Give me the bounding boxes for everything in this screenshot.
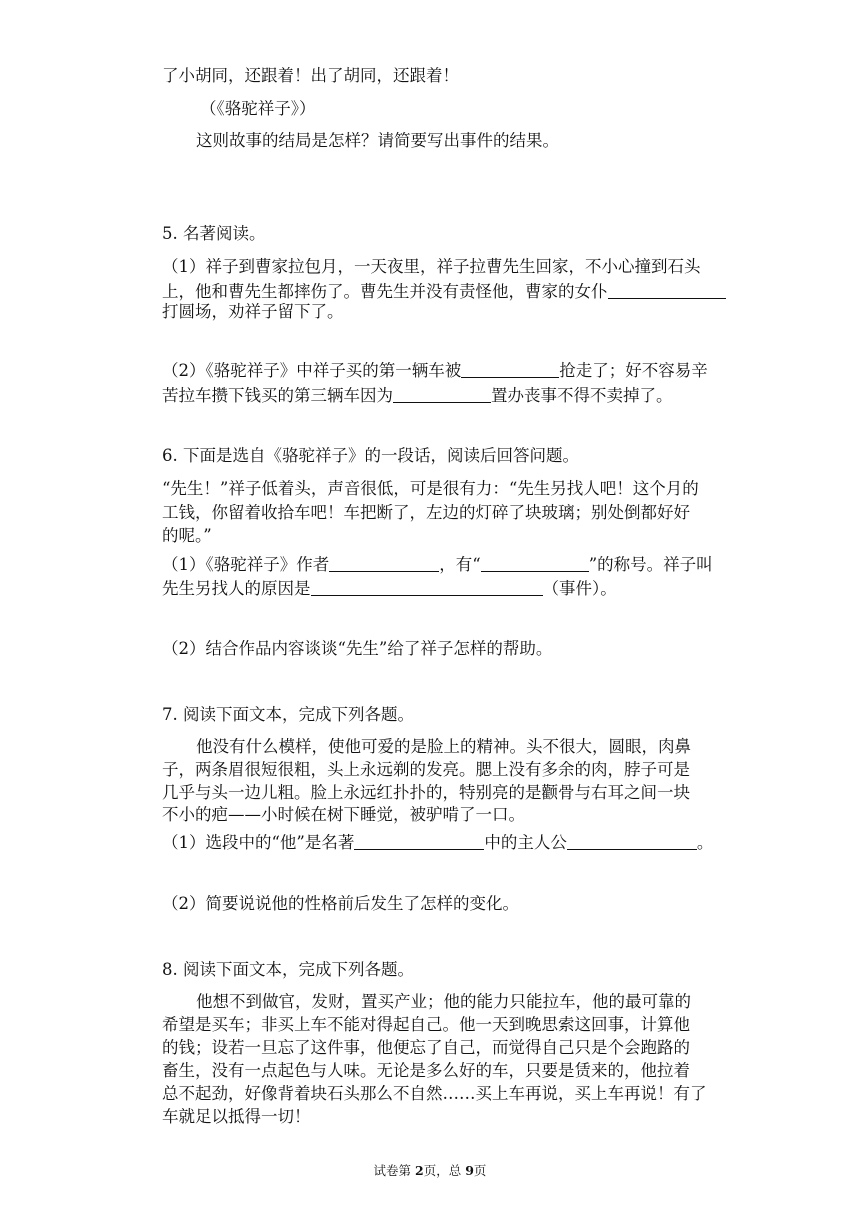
quote-line: 工钱，你留着收拾车吧！车把断了，左边的灯碎了块玻璃；别处倒都好好: [162, 503, 690, 522]
page-footer: [0, 1162, 860, 1180]
question-6-2-line: （2）结合作品内容谈谈“先生”给了祥子怎样的帮助。: [162, 639, 553, 658]
question-6-1-text: ，有“: [439, 555, 481, 574]
quote-line: “先生！”祥子低着头，声音很低，可是很有力：“先生另找人吧！这个月的: [162, 479, 699, 498]
passage-line: 畜生，没有一点起色与人味。无论是多么好的车，只要是赁来的，他拉着: [162, 1061, 690, 1080]
question-7-title: 7. 阅读下面文本，完成下列各题。: [162, 705, 414, 724]
question-7-2-line: （2）简要说说他的性格前后发生了怎样的变化。: [162, 894, 519, 913]
current-page-number: 2: [415, 1163, 424, 1178]
total-page-count: 9: [465, 1163, 474, 1178]
question-7-1-text: （1）选段中的“他”是名著: [162, 833, 355, 852]
question-6-1-text: ”的称号。祥子叫: [588, 555, 713, 574]
answer-blank[interactable]: [481, 554, 589, 572]
passage-line: 不小的疤——小时候在树下睡觉，被驴啃了一口。: [162, 805, 525, 824]
question-6-1-text: 先生另找人的原因是: [162, 579, 311, 598]
passage-citation: （《骆驼祥子》）: [200, 99, 316, 118]
question-prompt: 这则故事的结局是怎样？请简要写出事件的结果。: [196, 131, 559, 150]
passage-text-line: 了小胡同，还跟着！出了胡同，还跟着！: [162, 66, 459, 85]
answer-blank[interactable]: [311, 578, 543, 596]
passage-line: 车就足以抵得一切！: [162, 1107, 311, 1126]
question-8-title: 8. 阅读下面文本，完成下列各题。: [162, 960, 414, 979]
answer-blank[interactable]: [567, 832, 697, 850]
passage-line: 他想不到做官，发财，置买产业；他的能力只能拉车，他的最可靠的: [196, 992, 691, 1011]
question-5-title: 5. 名著阅读。: [162, 224, 266, 243]
passage-line: 总不起劲，好像背着块石头那么不自然……买上车再说，买上车再说！有了: [162, 1084, 707, 1103]
answer-blank[interactable]: [608, 281, 726, 299]
question-6-1-text: （1）《骆驼祥子》作者: [162, 555, 330, 574]
footer-text: 页: [473, 1163, 487, 1178]
question-6-title: 6. 下面是选自《骆驼祥子》的一段话，阅读后回答问题。: [162, 446, 579, 465]
question-7-1-line: [162, 831, 713, 855]
answer-blank[interactable]: [329, 554, 439, 572]
question-7-1-text: 中的主人公: [484, 833, 567, 852]
question-5-2-text: （2）《骆驼祥子》中祥子买的第一辆车被: [162, 361, 462, 380]
question-6-1-text: （事件）。: [542, 579, 617, 598]
answer-blank[interactable]: [461, 360, 559, 378]
question-6-1-line: [162, 577, 617, 601]
passage-line: 几乎与头一边儿粗。脸上永远红扑扑的，特别亮的是颧骨与右耳之间一块: [162, 783, 690, 802]
question-5-2-line: [162, 384, 673, 408]
passage-line: 子，两条眉很短很粗，头上永远剃的发亮。腮上没有多余的肉，脖子可是: [162, 760, 690, 779]
question-6-1-line: [162, 553, 713, 577]
question-7-1-text: 。: [696, 833, 714, 852]
answer-blank[interactable]: [354, 832, 484, 850]
quote-line: 的呢。”: [162, 526, 212, 545]
question-5-2-text: 抢走了；好不容易辛: [559, 361, 708, 380]
question-5-2-line: [162, 359, 708, 383]
question-5-1-line: （1）祥子到曹家拉包月，一天夜里，祥子拉曹先生回家，不小心撞到石头: [162, 257, 701, 276]
question-5-1-line: 打圆场，劝祥子留下了。: [162, 302, 344, 321]
question-5-2-text: 苦拉车攒下钱买的第三辆车因为: [162, 386, 393, 405]
footer-text: 试卷第: [373, 1163, 416, 1178]
answer-blank[interactable]: [393, 385, 491, 403]
question-5-1-text: 上，他和曹先生都摔伤了。曹先生并没有责怪他，曹家的女仆: [162, 282, 608, 301]
passage-line: 的钱；设若一旦忘了这件事，他便忘了自己，而觉得自己只是个会跑路的: [162, 1038, 690, 1057]
question-5-2-text: 置办丧事不得不卖掉了。: [491, 386, 673, 405]
passage-line: 希望是买车；非买上车不能对得起自己。他一天到晚思索这回事，计算他: [162, 1015, 690, 1034]
footer-text: 页，总: [423, 1163, 466, 1178]
passage-line: 他没有什么模样，使他可爱的是脸上的精神。头不很大，圆眼，肉鼻: [196, 737, 691, 756]
